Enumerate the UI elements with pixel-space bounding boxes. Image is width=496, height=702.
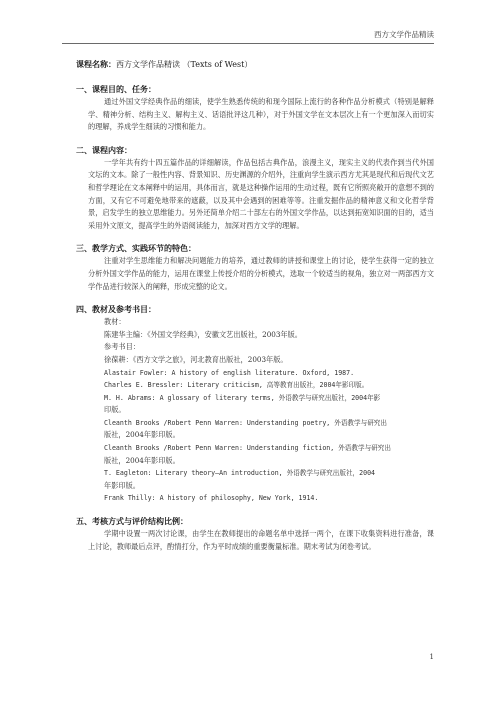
textbook-label: 教材：	[104, 317, 126, 327]
reference-entry-continued: 版社，2004年影印版。	[104, 455, 180, 465]
section-body-assessment: 学期中设置一两次讨论课，由学生在教师提出的命题名单中选择一两个，在课下收集资料进行准备，课上讨论，教师最后点评，酌情打分，作为平时成绩的重要衡量标准。期末考试为闭卷考试。	[88, 529, 434, 551]
section-heading-teaching: 三、教学方式、实践环节的特色：	[76, 243, 196, 254]
section-heading-purpose: 一、课程目的、任务：	[76, 84, 156, 94]
reference-entry-continued: 年影印版。	[104, 480, 140, 490]
reference-entry: Frank Thilly: A history of philosophy, New York, 1914.	[104, 494, 319, 503]
document-body	[62, 58, 434, 563]
course-name: 西方文学作品精读 （Texts of West）	[116, 60, 253, 69]
reference-entry: 徐葆耕：《西方文学之旅》，河北教育出版社，2003年版。	[104, 354, 288, 364]
section-heading-textbooks: 四、教材及参考书目：	[76, 304, 156, 315]
course-label: 课程名称：	[76, 59, 116, 69]
references-label: 参考书目：	[104, 342, 140, 352]
reference-entry: Cleanth Brooks /Robert Penn Warren: Understanding fiction, 外语教学与研究出	[104, 444, 391, 453]
reference-entry: T. Eagleton: Literary theory—An introduction, 外语教学与研究出版社，2004	[104, 469, 376, 478]
reference-entry-continued: 版社，2004年影印版。	[104, 430, 180, 440]
section-body-purpose: 通过外国文学经典作品的细读，使学生熟悉传统的和现今国际上流行的各种作品分析模式（特别是解释学、精神分析、结构主义、解构主义、话语批评这几种），对于外国文学在文本层次上有一个更加深入而切实的理解，养成学生细读的习惯和能力。	[88, 97, 434, 132]
running-title: 西方文学作品精读	[374, 30, 434, 39]
reference-entry-continued: 印版。	[104, 405, 126, 415]
reference-entry: M. H. Abrams: A glossary of literary terms, 外语教学与研究出版社，2004年影	[104, 393, 381, 402]
reference-entry: Alastair Fowler: A history of english literature. Oxford, 1987.	[104, 368, 355, 377]
running-header	[62, 26, 434, 44]
textbook-entry: 陈建华主编：《外国文学经典》，安徽文艺出版社，2003年版。	[104, 329, 302, 339]
section-heading-assessment: 五、考核方式与评价结构比例：	[76, 516, 188, 527]
course-title	[76, 58, 434, 71]
section-body-content: 一学年共有约十四五篇作品的详细解读，作品包括古典作品，浪漫主义，现实主义的代表作到当代外国文坛的文本。除了一般性内容、背景知识、历史渊源的介绍外，注重向学生演示西方尤其是现代和后现代文艺和哲学理论在文本阐释中的运用，具体而言，就是这种操作运用的生动过程，既有它所照亮敞开的意想不到的方面，又有它不可避免地带来的遮蔽，以及其中会遇到的困难等等。注重发掘作品的精神意义和文化哲学背景，启发学生的独立思维能力。另外还简单介绍二十部左右的外国文学作品，以达到拓宽知识面的目的，适当采用外文原文，提高学生的外语阅读能力，加深对西方文学的理解。	[88, 157, 434, 230]
section-heading-content: 二、课程内容：	[76, 144, 132, 155]
reference-entry: Charles E. Bressler: Literary criticism, 高等教育出版社，2004年影印版。	[104, 381, 369, 390]
section-body-teaching: 注重对学生思维能力和解决问题能力的培养，通过教师的讲授和课堂上的讨论，使学生获得一定的独立分析外国文学作品的能力，运用在课堂上传授介绍的分析模式，选取一个较适当的视角，独立对一两部西方文学作品进行较深入的阐释，形成完整的论文。	[88, 256, 434, 291]
reference-entry: Cleanth Brooks /Robert Penn Warren: Understanding poetry, 外语教学与研究出	[104, 418, 387, 427]
page-number: 1	[429, 653, 434, 661]
bibliography	[88, 316, 434, 505]
